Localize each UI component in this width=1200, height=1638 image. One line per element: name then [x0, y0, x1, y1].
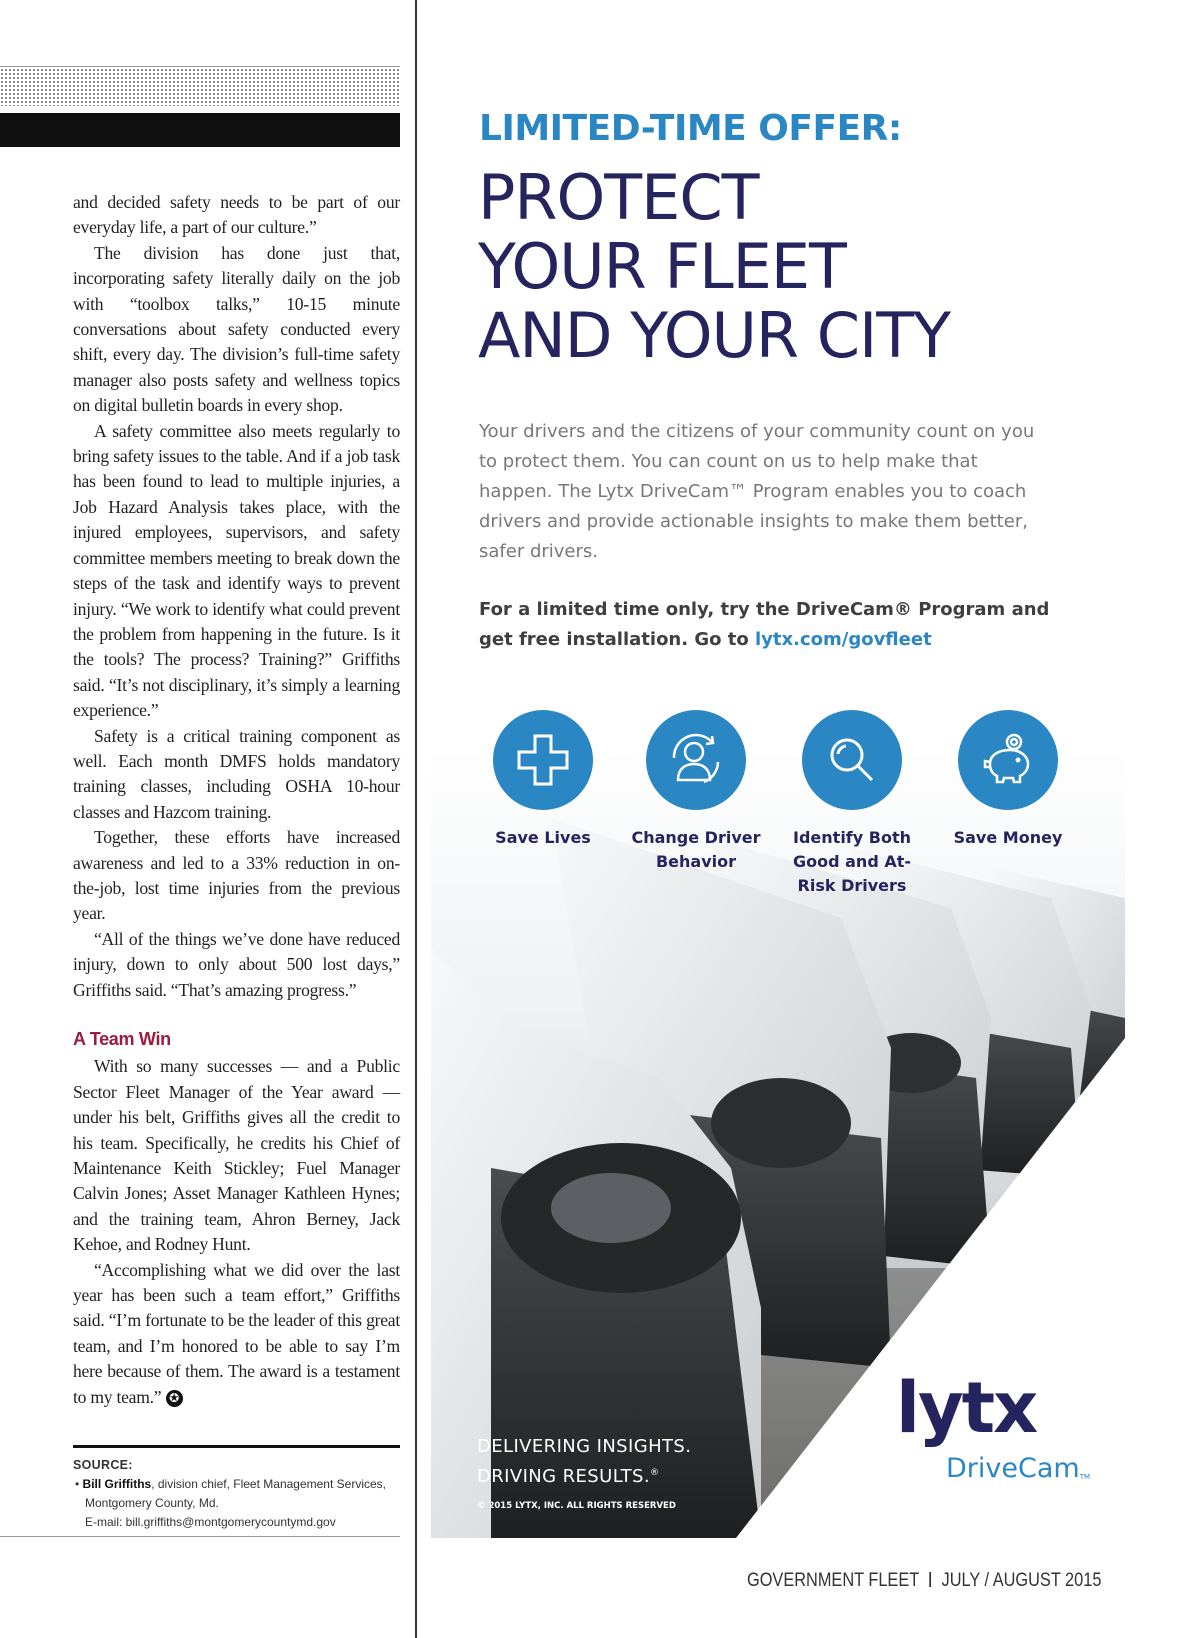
ad-body-text: Your drivers and the citizens of your community count on you to protect them. You can count on us to help make that happen. The Lytx DriveCam™ Program enables you to coach drivers and provide actionable insights to make them better, safer drivers.: [479, 421, 1035, 562]
subhead-team-win: A Team Win: [73, 1029, 171, 1049]
page-footer: [747, 1570, 1101, 1592]
drivecam-logo: [946, 1454, 1090, 1492]
footer-separator: [930, 1572, 932, 1587]
lytx-logo: lytx: [896, 1367, 1037, 1449]
article-paragraph: A safety committee also meets regularly to bring safety issues to the table. And if a job task has been found to lead to multiple injuries, a Job Hazard Analysis takes place, with the injured employees, supervisors, and safety committee members meeting to break down the steps of the task and identify ways to prevent injury. “We work to identify what could prevent the problem from happening in the future. Is it the tools? The process? Training?” Griffiths said. “It’s not disciplinary, it’s simply a learning experience.”: [73, 420, 400, 721]
article-paragraph: “All of the things we’ve done have reduced injury, down to only about 500 lost days,” Griffiths said. “That’s amazing progress.”: [73, 928, 400, 1000]
article-paragraph: The division has done just that, incorporating safety literally daily on the job with “toolbox talks,” 10-15 minute conversations about safety conducted every shift, every day. The division’s full-time safety manager also posts safety and wellness topics on digital bulletin boards in every shop.: [73, 242, 400, 416]
benefit-save-money: [933, 710, 1083, 850]
benefit-save-lives: [468, 710, 618, 850]
tagline-line: DELIVERING INSIGHTS.: [477, 1436, 692, 1457]
drivecam-text: DriveCam: [946, 1453, 1080, 1484]
source-rule: [73, 1445, 400, 1448]
cta-text: For a limited time only, try the DriveCam® Program and get free installation. Go to: [479, 599, 1050, 650]
benefit-identify-drivers: [777, 710, 927, 898]
source-entry: • Bill Griffiths, division chief, Fleet Management Services, Montgomery County, Md.: [75, 1477, 386, 1510]
tagline-line-2: [477, 1460, 691, 1490]
ad-call-to-action: [479, 595, 1069, 655]
headline-line: YOUR FLEET: [478, 230, 846, 303]
medical-cross-icon: [493, 710, 593, 810]
lytx-advertisement: [431, 68, 1125, 1538]
benefit-icons: [431, 710, 1125, 920]
magnifier-icon: [802, 710, 902, 810]
benefit-label: Save Money: [953, 828, 1063, 847]
article-column: [73, 190, 400, 1410]
issue-date: JULY / AUGUST 2015: [941, 1570, 1102, 1591]
article-paragraph: Together, these efforts have increased awareness and led to a 33% reduction in on-the-job, lost time injuries from the previous year.: [73, 827, 400, 924]
source-box: [73, 1456, 400, 1532]
closing-text: “Accomplishing what we did over the last year has been such a team effort,” Griffiths said. “I’m fortunate to be the leader of this great team, and I’m honored to be able to say I’m here because of them. The award is a testament to my team.”: [73, 1259, 400, 1407]
benefit-change-behavior: [621, 710, 771, 874]
limited-time-offer-heading: LIMITED-TIME OFFER:: [479, 108, 902, 149]
source-label: SOURCE:: [73, 1458, 133, 1472]
end-mark-icon: ✪: [166, 1390, 183, 1407]
benefit-label: Identify Both Good and At-Risk Drivers: [792, 828, 912, 895]
dotted-band: [0, 68, 400, 106]
ad-headline: [478, 163, 950, 370]
benefit-label: Change Driver Behavior: [631, 828, 761, 871]
publication-name: GOVERNMENT FLEET: [747, 1570, 920, 1591]
article-paragraph: and decided safety needs to be part of our everyday life, a part of our culture.”: [73, 192, 400, 238]
article-paragraph-closing: [73, 1258, 400, 1410]
registered-mark: ®: [650, 1468, 660, 1478]
article-paragraph: With so many successes — and a Public Sector Fleet Manager of the Year award — under his belt, Griffiths gives all the credit to his team. Specifically, he credits his Chief of Maintenance Keith Stickley; Fuel Manager Calvin Jones; Asset Manager Kathleen Hynes; and the training team, Ahron Berney, Jack Kehoe, and Rodney Hunt.: [73, 1056, 400, 1255]
ad-tagline: [477, 1434, 691, 1490]
person-refresh-icon: [646, 710, 746, 810]
section-bar: [0, 113, 400, 147]
benefit-label: Save Lives: [495, 828, 591, 847]
headline-line: AND YOUR CITY: [478, 299, 951, 372]
govfleet-link[interactable]: lytx.com/govfleet: [755, 629, 932, 650]
headline-line: PROTECT: [478, 161, 759, 234]
source-name: Bill Griffiths: [82, 1477, 152, 1491]
bottom-rule: [0, 1536, 400, 1537]
top-rule: [0, 66, 400, 67]
trademark-mark: TM: [1079, 1473, 1091, 1481]
column-divider: [415, 0, 417, 1638]
copyright-notice: © 2015 LYTX, INC. ALL RIGHTS RESERVED: [477, 1501, 676, 1511]
piggy-bank-icon: [958, 710, 1058, 810]
article-paragraph: Safety is a critical training component as well. Each month DMFS holds mandatory training classes, including OSHA 10-hour classes and Hazcom training.: [73, 725, 400, 822]
tagline-text: DRIVING RESULTS.: [477, 1466, 651, 1487]
source-title: , division chief, Fleet Management Services, Montgomery County, Md.: [85, 1477, 386, 1510]
source-email: E-mail: bill.griffiths@montgomerycountymd.gov: [85, 1515, 336, 1529]
